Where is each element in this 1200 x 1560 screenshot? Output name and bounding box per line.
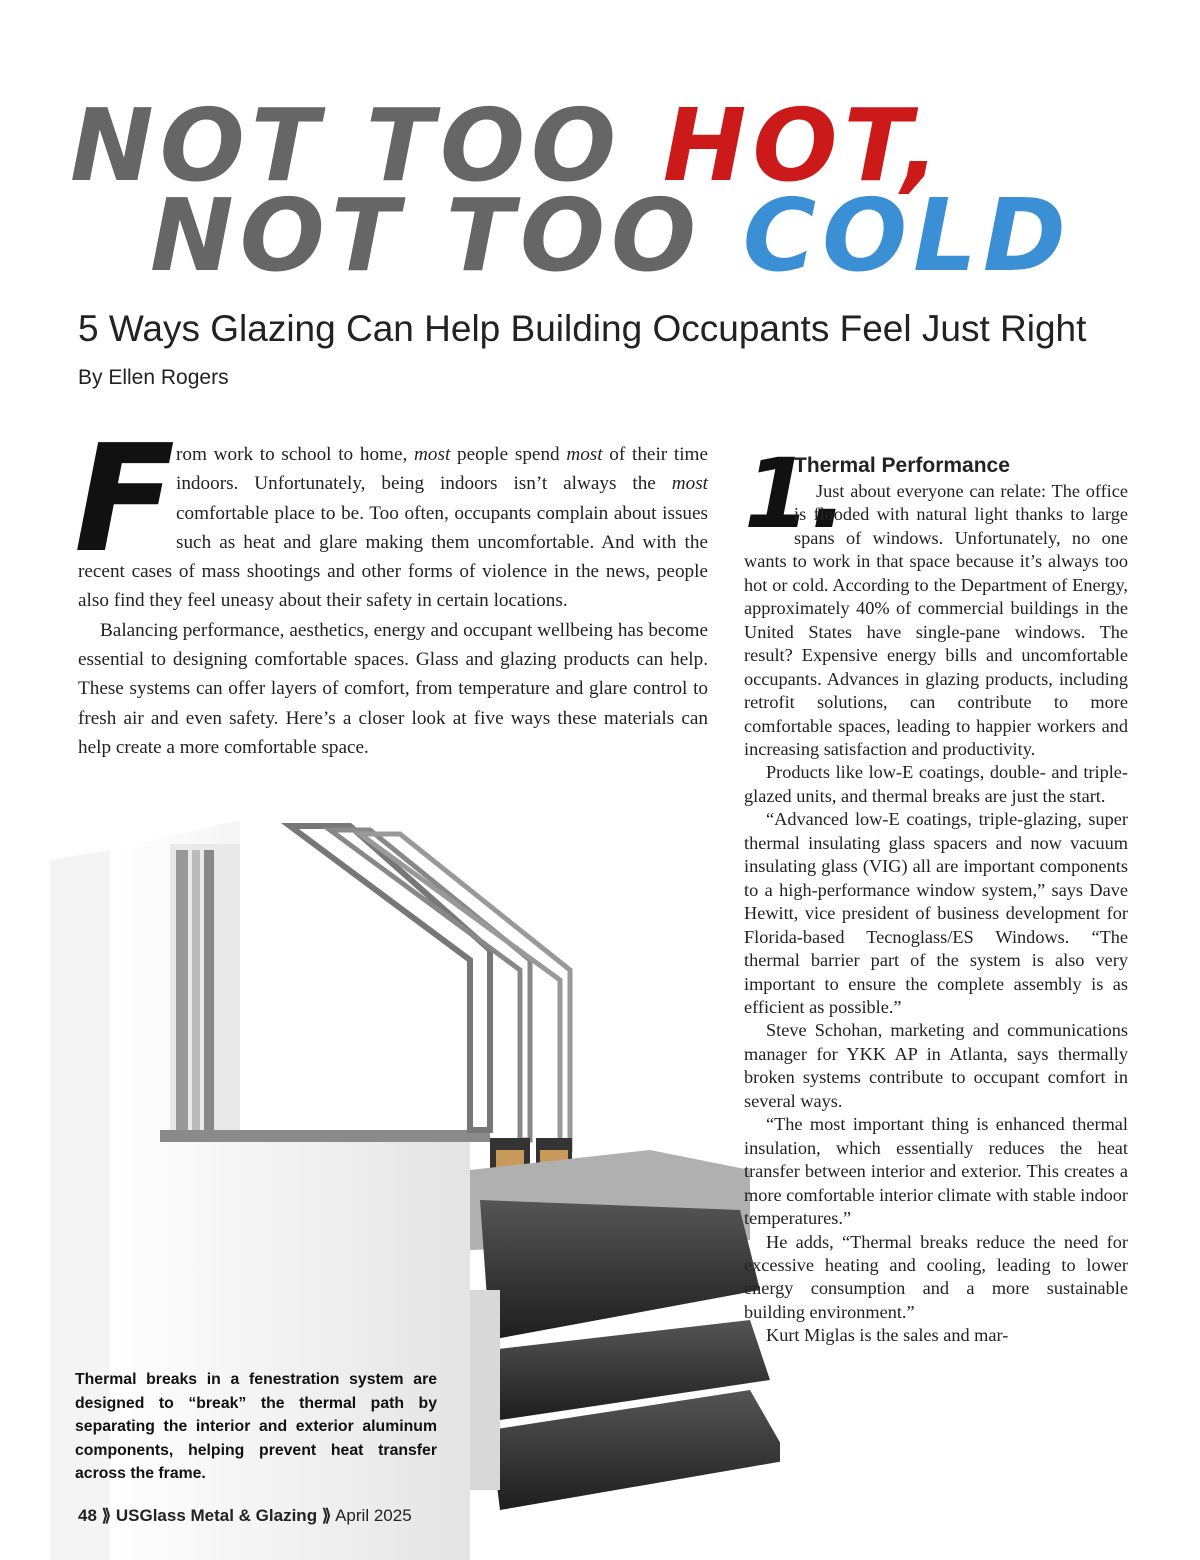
intro-column	[74, 413, 708, 762]
photo-caption: Thermal breaks in a fenestration system are designed to “break” the thermal path by separating the interior and exterior aluminum components, helping prevent heat transfer across the frame.	[75, 1371, 437, 1482]
section-1-paragraph-3: “Advanced low-E coatings, triple-glazing, super thermal insulating glass spacers and now vacuum insulating glass (VIG) all are important components to a high-performance window system,” says Dave Hewitt, vice president of business development for Florida-based Tecnoglass/ES Windows. “The thermal barrier part of the system is also very important to ensure the complete assembly is as efficient as possible.”	[744, 809, 1128, 1017]
section-1-paragraph-7: Kurt Miglas is the sales and mar-	[766, 1325, 1009, 1346]
intro-paragraph-1: rom work to school to home, most people spend most of their time indoors. Unfortunately, being indoors isn’t always the most comfortable place to be. Too often, occupants complain about issues such as heat and glare making them uncomfortable. And with the recent cases of mass shootings and other forms of violence in the news, people also find they feel uneasy about their safety in certain locations.	[78, 444, 708, 612]
issue-date: April 2025	[335, 1506, 412, 1525]
footer-separator-2: ⟫	[321, 1506, 332, 1525]
section-number: 1.	[744, 438, 848, 550]
dropcap: F	[74, 413, 176, 585]
section-1-paragraph-1: Just about everyone can relate: The office is flooded with natural light thanks to large spans of windows. Unfortunately, no one wants to work in that space because it’s always too hot or cold. According to the Department of Energy, approximately 40% of commercial buildings in the United States have single-pane windows. The result? Expensive energy bills and uncomfortable occupants. Advances in glazing products, including retrofit solutions, can contribute to more comfortable spaces, leading to happier workers and increasing satisfaction and productivity.	[744, 481, 1128, 759]
article-byline: By Ellen Rogers	[78, 366, 229, 389]
section-heading: Thermal Performance	[794, 454, 1010, 477]
footer-separator-1: ⟫	[101, 1506, 112, 1525]
page-number: 48	[78, 1506, 97, 1525]
headline-cold: COLD	[742, 177, 1072, 294]
page-footer	[78, 1506, 412, 1526]
section-1-paragraph-5: “The most important thing is enhanced thermal insulation, which essentially reduces the heat transfer between interior and exterior. This creates a more comfortable interior climate with stable indoor temperatures.”	[744, 1114, 1128, 1229]
section-1-column	[744, 438, 1128, 1348]
section-1-paragraph-6: He adds, “Thermal breaks reduce the need for excessive heating and cooling, leading to lower energy consumption and a more sustainable building environment.”	[744, 1231, 1128, 1322]
publication-name: USGlass Metal & Glazing	[115, 1506, 318, 1525]
section-1-paragraph-4: Steve Schohan, marketing and communications manager for YKK AP in Atlanta, says thermally broken systems contribute to occupant comfort in several ways.	[744, 1020, 1128, 1111]
intro-paragraph-2: Balancing performance, aesthetics, energy and occupant wellbeing has become essential to designing comfortable spaces. Glass and glazing products can help. These systems can offer layers of comfort, from temperature and glare control to fresh air and even safety. Here’s a closer look at five ways these materials can help create a more comfortable space.	[78, 619, 708, 758]
section-1-paragraph-2: Products like low-E coatings, double- and triple-glazed units, and thermal breaks are just the start.	[744, 762, 1128, 806]
headline-hot: HOT,	[662, 87, 946, 204]
headline-not-too-2: NOT TOO	[150, 177, 743, 294]
headline-not-too-1: NOT TOO	[70, 87, 663, 204]
headline-line-2	[150, 177, 1072, 294]
article-subtitle: 5 Ways Glazing Can Help Building Occupants Feel Just Right	[78, 308, 1087, 349]
